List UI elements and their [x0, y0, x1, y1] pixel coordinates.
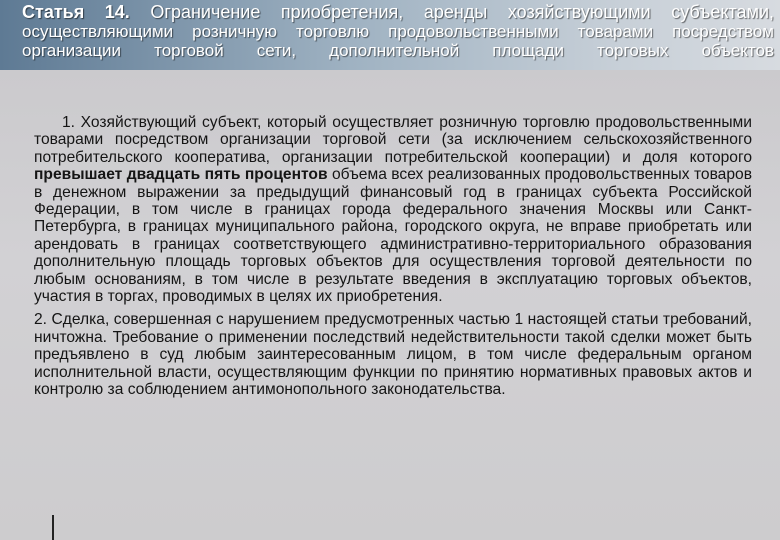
title-line-1: [22, 3, 774, 22]
paragraph-1-emphasis: превышает двадцать пять процентов: [34, 166, 328, 184]
title-line-2: осуществляющими розничную торговлю продовольственными товарами посредством: [22, 22, 774, 41]
paragraph-1-text-a: 1. Хозяйствующий субъект, который осуществляет розничную торговлю продовольственными товарами посредством организации торговой сети (за исключением сельскохозяйственного потребительского кооператива, организации потребительской кооперации) и доля которого: [34, 114, 752, 166]
title-line-1-text: Ограничение приобретения, аренды хозяйствующими субъектами,: [150, 2, 774, 22]
article-number: Статья 14.: [22, 2, 130, 22]
article-body: [34, 114, 752, 405]
page-title: [22, 3, 774, 60]
paragraph-1-text-b: объема всех реализованных продовольственных товаров в денежном выражении за предыдущий финансовый год в границах субъекта Российской Федерации, в том числе в границах города федерального значения Москвы или Санкт-Петербурга, в границах муниципального района, городского округа, не вправе приобретать или арендовать в границах соответствующего административно-территориального образования дополнительную площадь торговых объектов для осуществления торговой деятельности по любым основаниям, в том числе в результате введения в эксплуатацию торговых объектов, участия в торгах, проводимых в целях их приобретения.: [34, 166, 752, 306]
paragraph-2: 2. Сделка, совершенная с нарушением предусмотренных частью 1 настоящей статьи требований, ничтожна. Требование о применении последствий недействительности такой сделки может быть предъявлено в суд любым заинтересованным лицом, в том числе федеральным органом исполнительной власти, осуществляющим функции по принятию нормативных правовых актов и контролю за соблюдением антимонопольного законодательства.: [34, 311, 752, 399]
text-cursor: [52, 515, 54, 540]
paragraph-1: [34, 114, 752, 305]
title-line-3: организации торговой сети, дополнительной площади торговых объектов: [22, 41, 774, 60]
